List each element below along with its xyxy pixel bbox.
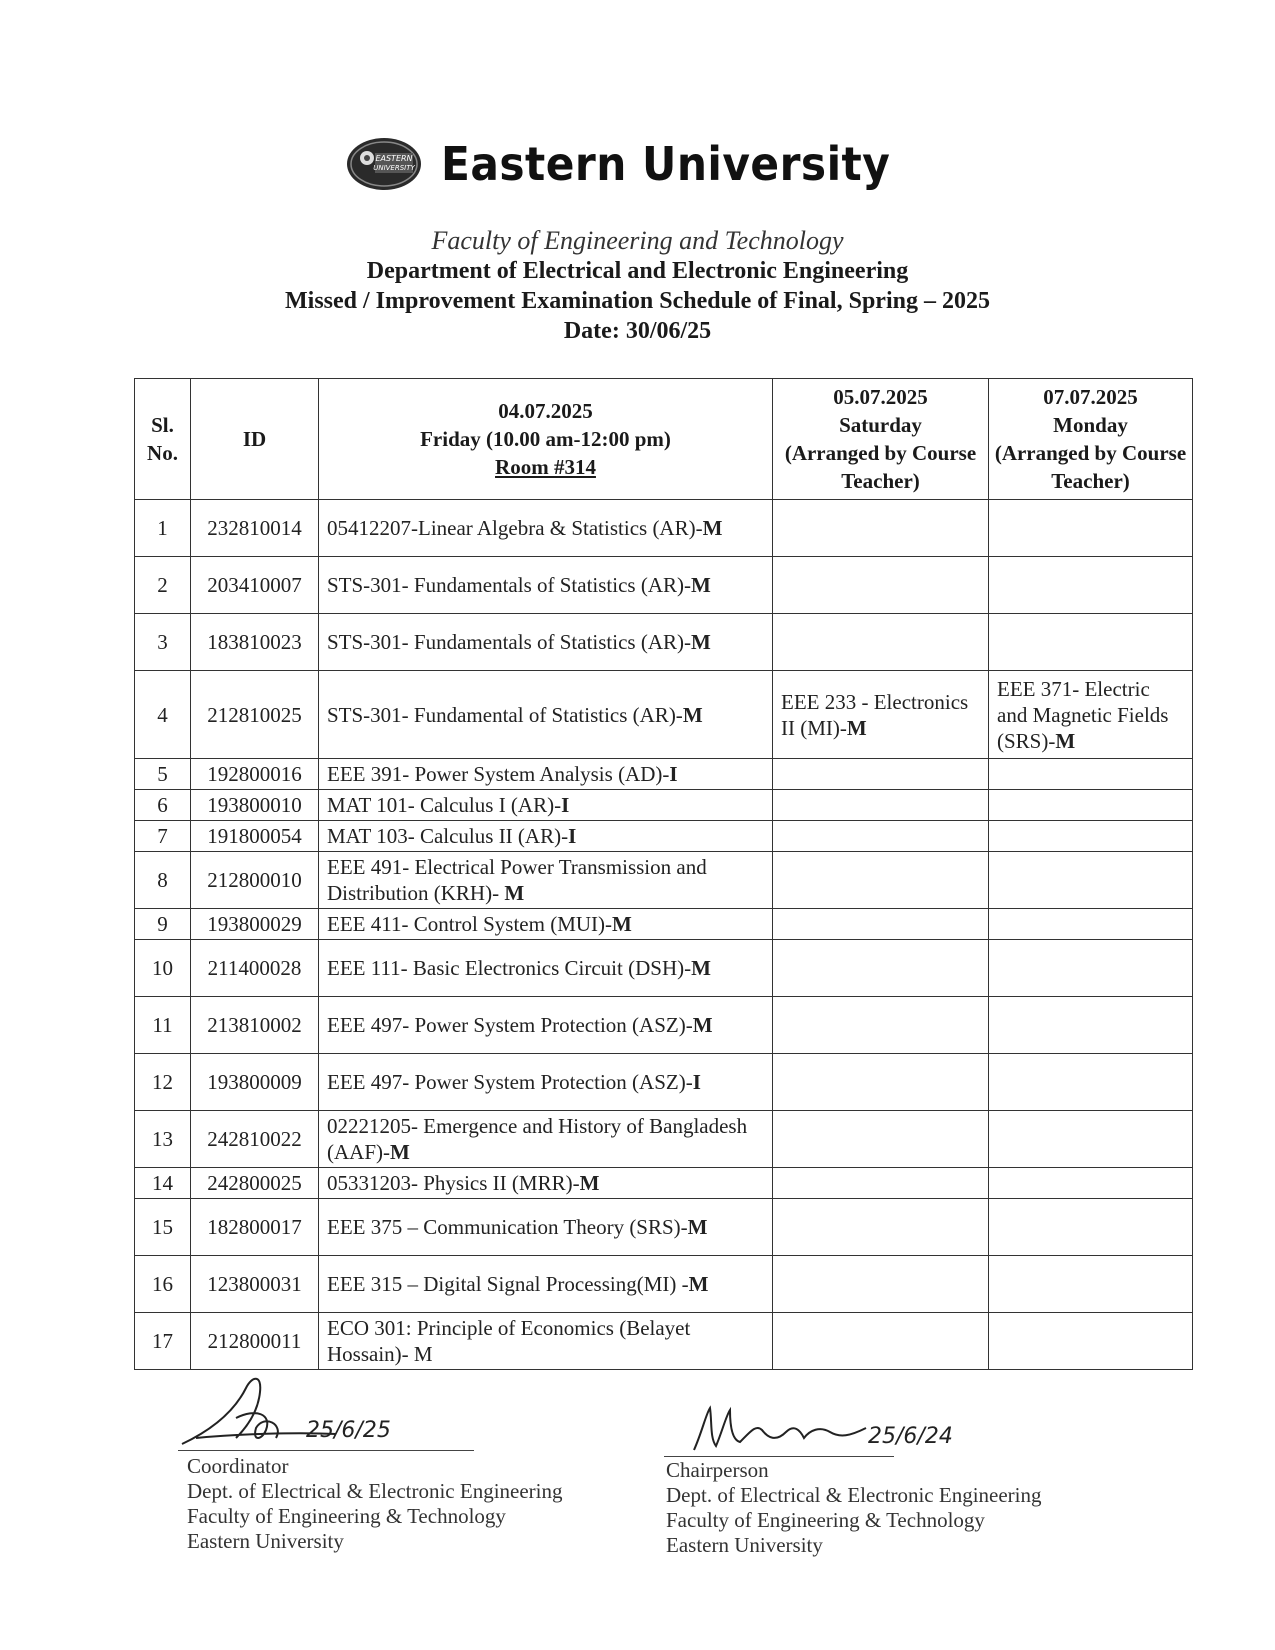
cell-sl: 15: [135, 1199, 191, 1256]
cell-day2: [773, 1199, 989, 1256]
column-header-day1: [319, 379, 773, 500]
cell-id: 212800010: [191, 852, 319, 909]
table-row: [135, 940, 1193, 997]
cell-course: EEE 315 – Digital Signal Processing(MI) -M: [319, 1256, 773, 1313]
cell-course: ECO 301: Principle of Economics (Belayet Hossain)- M: [319, 1313, 773, 1370]
coordinator-faculty: Faculty of Engineering & Technology: [187, 1504, 506, 1528]
cell-sl: 2: [135, 557, 191, 614]
cell-course: EEE 111- Basic Electronics Circuit (DSH)-M: [319, 940, 773, 997]
cell-course: STS-301- Fundamental of Statistics (AR)-M: [319, 671, 773, 759]
cell-id: 193800010: [191, 790, 319, 821]
exam-schedule-table: [134, 378, 1193, 1370]
cell-sl: 13: [135, 1111, 191, 1168]
cell-course: EEE 491- Electrical Power Transmission and Distribution (KRH)- M: [319, 852, 773, 909]
table-row: [135, 997, 1193, 1054]
cell-id: 193800009: [191, 1054, 319, 1111]
day2-note: (Arranged by Course Teacher): [784, 441, 977, 493]
chairperson-faculty: Faculty of Engineering & Technology: [666, 1508, 985, 1532]
cell-course: EEE 411- Control System (MUI)-M: [319, 909, 773, 940]
cell-day2: [773, 500, 989, 557]
cell-day3: [989, 997, 1193, 1054]
cell-day2: [773, 1111, 989, 1168]
day2-date: 05.07.2025: [833, 385, 928, 409]
cell-day3: [989, 557, 1193, 614]
table-row: [135, 671, 1193, 759]
svg-text:EASTERN: EASTERN: [375, 154, 413, 163]
cell-sl: 6: [135, 790, 191, 821]
university-name: Eastern University: [441, 137, 891, 191]
cell-day3: [989, 1054, 1193, 1111]
cell-id: 242810022: [191, 1111, 319, 1168]
table-row: [135, 852, 1193, 909]
day2-day: Saturday: [839, 413, 922, 437]
cell-course: MAT 103- Calculus II (AR)-I: [319, 821, 773, 852]
cell-day3: [989, 790, 1193, 821]
cell-sl: 3: [135, 614, 191, 671]
cell-day2: EEE 233 - Electronics II (MI)-M: [773, 671, 989, 759]
university-logo: [345, 136, 423, 192]
table-row: [135, 1199, 1193, 1256]
coordinator-title: Coordinator: [187, 1454, 289, 1478]
cell-day2: [773, 557, 989, 614]
cell-day3: [989, 821, 1193, 852]
cell-day3: [989, 1199, 1193, 1256]
cell-day3: [989, 1313, 1193, 1370]
chairperson-sign-date: 25/6/24: [868, 1424, 953, 1449]
day3-note: (Arranged by Course Teacher): [994, 441, 1187, 493]
table-row: [135, 759, 1193, 790]
table-row: [135, 1256, 1193, 1313]
university-brand: [0, 136, 1275, 192]
coordinator-university: Eastern University: [187, 1529, 344, 1553]
cell-day3: [989, 940, 1193, 997]
faculty-name: Faculty of Engineering and Technology: [431, 226, 844, 255]
cell-id: 183810023: [191, 614, 319, 671]
cell-day3: [989, 500, 1193, 557]
cell-id: 212800011: [191, 1313, 319, 1370]
cell-course: MAT 101- Calculus I (AR)-I: [319, 790, 773, 821]
cell-day2: [773, 821, 989, 852]
cell-day3: [989, 1256, 1193, 1313]
cell-sl: 7: [135, 821, 191, 852]
chairperson-signature: [690, 1402, 880, 1460]
cell-day2: [773, 1256, 989, 1313]
cell-sl: 17: [135, 1313, 191, 1370]
table-row: [135, 821, 1193, 852]
day1-time: Friday (10.00 am-12:00 pm): [420, 427, 671, 451]
issue-date: Date: 30/06/25: [563, 318, 712, 344]
cell-sl: 1: [135, 500, 191, 557]
department-name: Department of Electrical and Electronic Engineering: [366, 258, 909, 284]
cell-day2: [773, 852, 989, 909]
table-row: [135, 909, 1193, 940]
chairperson-signature-line: [664, 1456, 894, 1457]
cell-sl: 16: [135, 1256, 191, 1313]
cell-sl: 14: [135, 1168, 191, 1199]
table-row: [135, 614, 1193, 671]
cell-course: EEE 391- Power System Analysis (AD)-I: [319, 759, 773, 790]
column-header-day2: [773, 379, 989, 500]
cell-sl: 12: [135, 1054, 191, 1111]
cell-id: 242800025: [191, 1168, 319, 1199]
cell-sl: 10: [135, 940, 191, 997]
table-row: [135, 557, 1193, 614]
cell-day2: [773, 759, 989, 790]
cell-id: 232810014: [191, 500, 319, 557]
document-heading: [0, 226, 1275, 346]
coordinator-block: [187, 1454, 563, 1554]
cell-sl: 11: [135, 997, 191, 1054]
table-row: [135, 500, 1193, 557]
table-row: [135, 1054, 1193, 1111]
cell-id: 192800016: [191, 759, 319, 790]
table-header-row: [135, 379, 1193, 500]
cell-course: 05412207-Linear Algebra & Statistics (AR)-M: [319, 500, 773, 557]
cell-id: 203410007: [191, 557, 319, 614]
cell-course: STS-301- Fundamentals of Statistics (AR)-M: [319, 614, 773, 671]
cell-sl: 4: [135, 671, 191, 759]
cell-day3: [989, 1111, 1193, 1168]
cell-day2: [773, 997, 989, 1054]
cell-day3: EEE 371- Electric and Magnetic Fields (SRS)-M: [989, 671, 1193, 759]
table-row: [135, 790, 1193, 821]
cell-id: 211400028: [191, 940, 319, 997]
cell-day3: [989, 1168, 1193, 1199]
day3-day: Monday: [1053, 413, 1128, 437]
day1-date: 04.07.2025: [498, 399, 593, 423]
cell-course: 05331203- Physics II (MRR)-M: [319, 1168, 773, 1199]
table-row: [135, 1168, 1193, 1199]
cell-day2: [773, 909, 989, 940]
schedule-title: Missed / Improvement Examination Schedule of Final, Spring – 2025: [285, 288, 990, 314]
svg-text:UNIVERSITY: UNIVERSITY: [373, 164, 416, 172]
column-header-sl: Sl. No.: [135, 379, 191, 500]
cell-id: 123800031: [191, 1256, 319, 1313]
cell-day2: [773, 1054, 989, 1111]
cell-day2: [773, 940, 989, 997]
column-header-id: ID: [191, 379, 319, 500]
cell-id: 182800017: [191, 1199, 319, 1256]
cell-sl: 9: [135, 909, 191, 940]
chairperson-title: Chairperson: [666, 1458, 769, 1482]
cell-id: 191800054: [191, 821, 319, 852]
table-row: [135, 1111, 1193, 1168]
day3-date: 07.07.2025: [1043, 385, 1138, 409]
cell-course: EEE 497- Power System Protection (ASZ)-M: [319, 997, 773, 1054]
cell-course: EEE 497- Power System Protection (ASZ)-I: [319, 1054, 773, 1111]
cell-day3: [989, 852, 1193, 909]
cell-day2: [773, 614, 989, 671]
cell-day3: [989, 614, 1193, 671]
chairperson-university: Eastern University: [666, 1533, 823, 1557]
cell-id: 213810002: [191, 997, 319, 1054]
coordinator-signature-line: [178, 1450, 474, 1451]
cell-course: 02221205- Emergence and History of Bangladesh (AAF)-M: [319, 1111, 773, 1168]
coordinator-dept: Dept. of Electrical & Electronic Engineering: [187, 1479, 563, 1503]
cell-day3: [989, 909, 1193, 940]
cell-id: 193800029: [191, 909, 319, 940]
chairperson-dept: Dept. of Electrical & Electronic Engineering: [666, 1483, 1042, 1507]
cell-day2: [773, 790, 989, 821]
cell-sl: 8: [135, 852, 191, 909]
coordinator-sign-date: 25/6/25: [306, 1418, 391, 1443]
cell-day2: [773, 1313, 989, 1370]
table-row: [135, 1313, 1193, 1370]
column-header-day3: [989, 379, 1193, 500]
cell-sl: 5: [135, 759, 191, 790]
cell-day2: [773, 1168, 989, 1199]
cell-course: STS-301- Fundamentals of Statistics (AR)-M: [319, 557, 773, 614]
day1-room: Room #314: [495, 455, 596, 479]
chairperson-block: [666, 1458, 1042, 1558]
cell-id: 212810025: [191, 671, 319, 759]
cell-course: EEE 375 – Communication Theory (SRS)-M: [319, 1199, 773, 1256]
cell-day3: [989, 759, 1193, 790]
